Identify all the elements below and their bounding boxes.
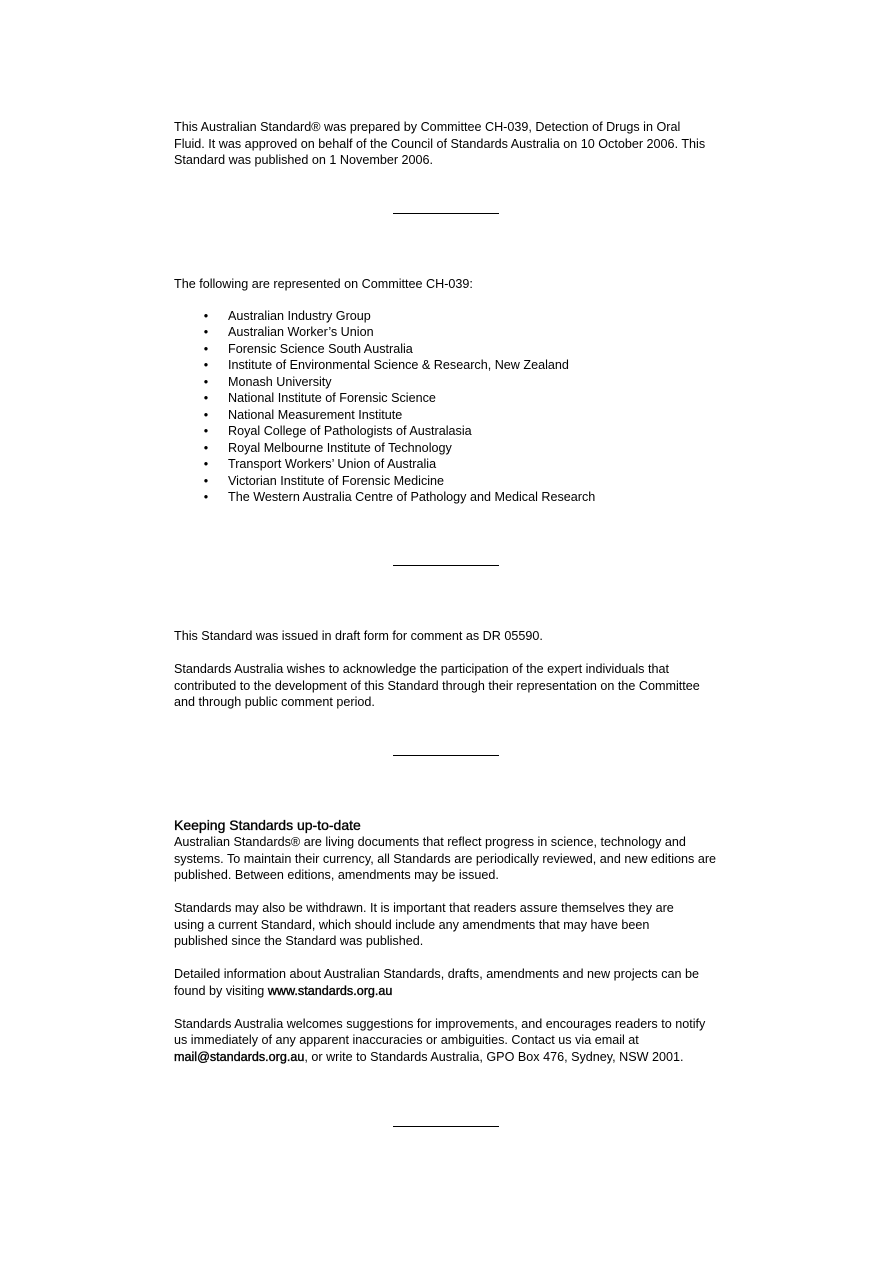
committee-member-name: Forensic Science South Australia	[228, 341, 413, 356]
committee-member-item	[174, 357, 734, 374]
draft-issued-text: This Standard was issued in draft form for comment as DR 05590.	[174, 629, 543, 643]
committee-member-item	[174, 473, 734, 490]
preparation-statement	[174, 119, 734, 169]
email-link[interactable]: mail@standards.org.au	[174, 1049, 305, 1064]
committee-member-name: Institute of Environmental Science & Research, New Zealand	[228, 358, 569, 372]
committee-member-item	[174, 407, 734, 424]
bullet-icon: •	[203, 407, 209, 422]
bullet-icon: •	[203, 490, 209, 504]
committee-intro: The following are represented on Committee CH-039:	[174, 277, 473, 291]
bullet-icon: •	[203, 457, 209, 471]
committee-member-name: Australian Industry Group	[228, 308, 371, 323]
keeping-up-to-date-section	[174, 817, 734, 1065]
contact-text	[174, 1016, 722, 1066]
website-link[interactable]: www.standards.org.au	[267, 983, 393, 998]
committee-member-name: Royal Melbourne Institute of Technology	[228, 440, 452, 455]
section-divider	[393, 755, 499, 756]
bullet-icon: •	[203, 358, 209, 372]
detailed-info-lead: Detailed information about Australian Standards, drafts, amendments and new projects can be found by visiting	[174, 967, 700, 998]
committee-member-name: Transport Workers’ Union of Australia	[228, 457, 437, 471]
committee-member-name: The Western Australia Centre of Pathology and Medical Research	[228, 490, 596, 504]
committee-member-item	[174, 341, 734, 358]
committee-member-name: Victorian Institute of Forensic Medicine	[228, 473, 445, 488]
acknowledgement-text: Standards Australia wishes to acknowledge the participation of the expert individuals that contributed to the development of this Standard through their representation on the Committee and through public comment period.	[174, 662, 700, 709]
section-heading: Keeping Standards up-to-date	[174, 817, 361, 833]
bullet-icon: •	[203, 473, 209, 488]
committee-member-name: Australian Worker’s Union	[228, 325, 374, 339]
committee-member-item	[174, 440, 734, 457]
bullet-icon: •	[203, 374, 209, 389]
committee-member-item	[174, 456, 734, 473]
committee-member-item	[174, 390, 734, 407]
bullet-icon: •	[203, 341, 209, 356]
bullet-icon: •	[203, 424, 209, 438]
bullet-icon: •	[203, 391, 209, 405]
section-divider	[393, 1126, 499, 1127]
contact-address: , or write to Standards Australia, GPO Box 476, Sydney, NSW 2001.	[304, 1049, 684, 1064]
committee-member-name: National Institute of Forensic Science	[228, 391, 436, 405]
committee-member-name: Monash University	[228, 374, 332, 389]
bullet-icon: •	[203, 440, 209, 455]
withdrawn-text: Standards may also be withdrawn. It is important that readers assure themselves they are using a current Standard, which should include any amendments that may have been published since the Standard was published.	[174, 901, 674, 948]
preparation-text: This Australian Standard® was prepared by Committee CH-039, Detection of Drugs in Oral Fluid. It was approved on behalf of the Council of Standards Australia on 10 October 2006. This Standard was published on 1 November 2006.	[174, 120, 706, 167]
committee-member-item	[174, 489, 734, 506]
committee-member-item	[174, 423, 734, 440]
committee-member-name: National Measurement Institute	[228, 407, 403, 422]
draft-section	[174, 628, 734, 711]
committee-member-item	[174, 308, 734, 325]
bullet-icon: •	[203, 325, 209, 339]
contact-lead: Standards Australia welcomes suggestions for improvements, and encourages readers to notify us immediately of any apparent inaccuracies or ambiguities. Contact us via email at	[174, 1016, 706, 1047]
bullet-icon: •	[203, 308, 209, 323]
section-divider	[393, 565, 499, 566]
detailed-info-text	[174, 966, 714, 999]
committee-member-item	[174, 374, 734, 391]
section-divider	[393, 213, 499, 214]
committee-member-item	[174, 324, 734, 341]
committee-section	[174, 276, 734, 506]
living-documents-text: Australian Standards® are living documents that reflect progress in science, technology and systems. To maintain their currency, all Standards are periodically reviewed, and new editions are published. Between editions, amendments may be issued.	[174, 835, 717, 882]
committee-member-name: Royal College of Pathologists of Australasia	[228, 424, 472, 438]
committee-member-list	[174, 308, 734, 506]
